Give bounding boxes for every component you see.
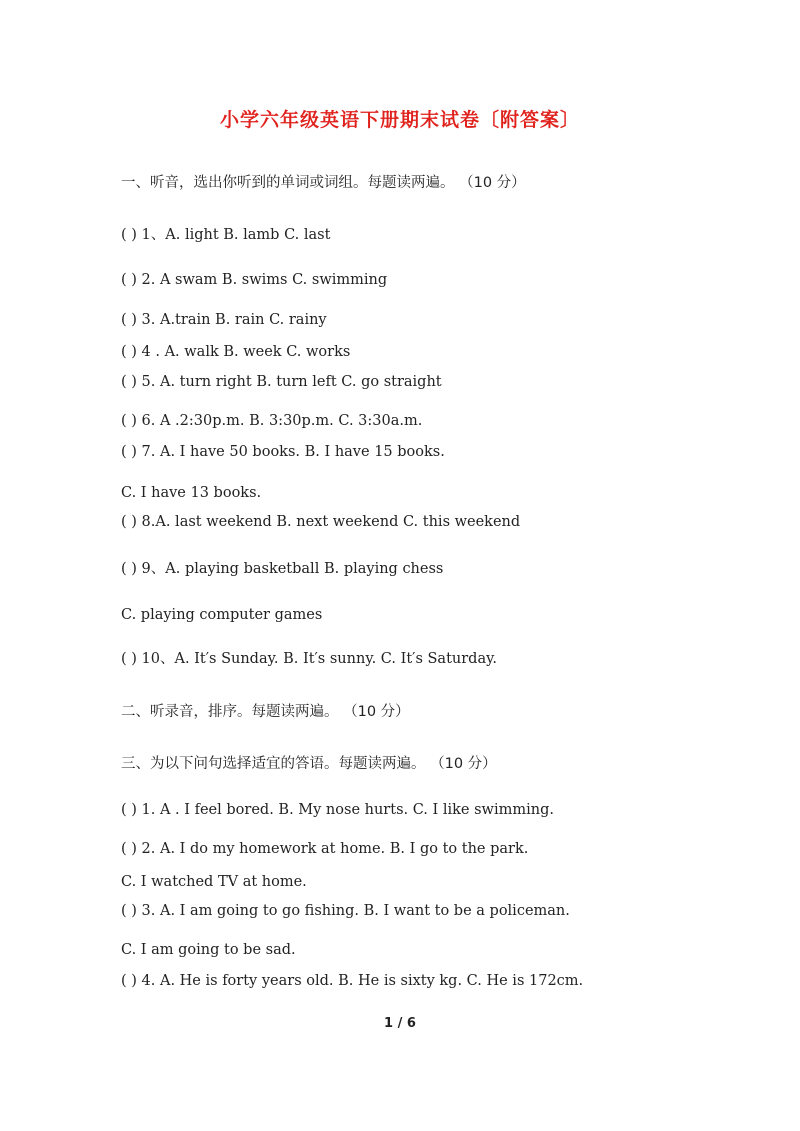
question-line: C. I have 13 books. xyxy=(121,485,262,501)
question-line: ( ) 3. A.train B. rain C. rainy xyxy=(121,312,327,328)
section-3-heading: 三、为以下问句选择适宜的答语。每题读两遍。 （10 分） xyxy=(121,756,497,772)
section-1-heading: 一、听音，选出你听到的单词或词组。每题读两遍。 （10 分） xyxy=(121,175,526,191)
question-line: ( ) 9、A. playing basketball B. playing chess xyxy=(121,561,444,577)
question-line: ( ) 4. A. He is forty years old. B. He is sixty kg. C. He is 172cm. xyxy=(121,973,584,989)
question-line: ( ) 4 . A. walk B. week C. works xyxy=(121,344,351,360)
page-number: 1 / 6 xyxy=(384,1016,416,1031)
question-line: ( ) 2. A swam B. swims C. swimming xyxy=(121,272,388,288)
page-title: 小学六年级英语下册期末试卷〔附答案〕 xyxy=(219,109,580,131)
section-2-heading: 二、听录音，排序。每题读两遍。 （10 分） xyxy=(121,704,410,720)
question-line: ( ) 6. A .2:30p.m. B. 3:30p.m. C. 3:30a.m. xyxy=(121,413,423,429)
question-line: C. I am going to be sad. xyxy=(121,942,296,958)
question-line: ( ) 10、A. It′s Sunday. B. It′s sunny. C. It′s Saturday. xyxy=(121,651,497,667)
question-line: ( ) 2. A. I do my homework at home. B. I go to the park. xyxy=(121,841,529,857)
question-line: ( ) 1. A . I feel bored. B. My nose hurts. C. I like swimming. xyxy=(121,802,554,818)
question-line: ( ) 5. A. turn right B. turn left C. go straight xyxy=(121,374,442,390)
question-line: ( ) 7. A. I have 50 books. B. I have 15 books. xyxy=(121,444,445,460)
question-line: ( ) 1、A. light B. lamb C. last xyxy=(121,227,331,243)
question-line: ( ) 8.A. last weekend B. next weekend C. this weekend xyxy=(121,514,521,530)
question-line: C. I watched TV at home. xyxy=(121,874,307,890)
question-line: C. playing computer games xyxy=(121,607,323,623)
question-line: ( ) 3. A. I am going to go fishing. B. I want to be a policeman. xyxy=(121,903,570,919)
